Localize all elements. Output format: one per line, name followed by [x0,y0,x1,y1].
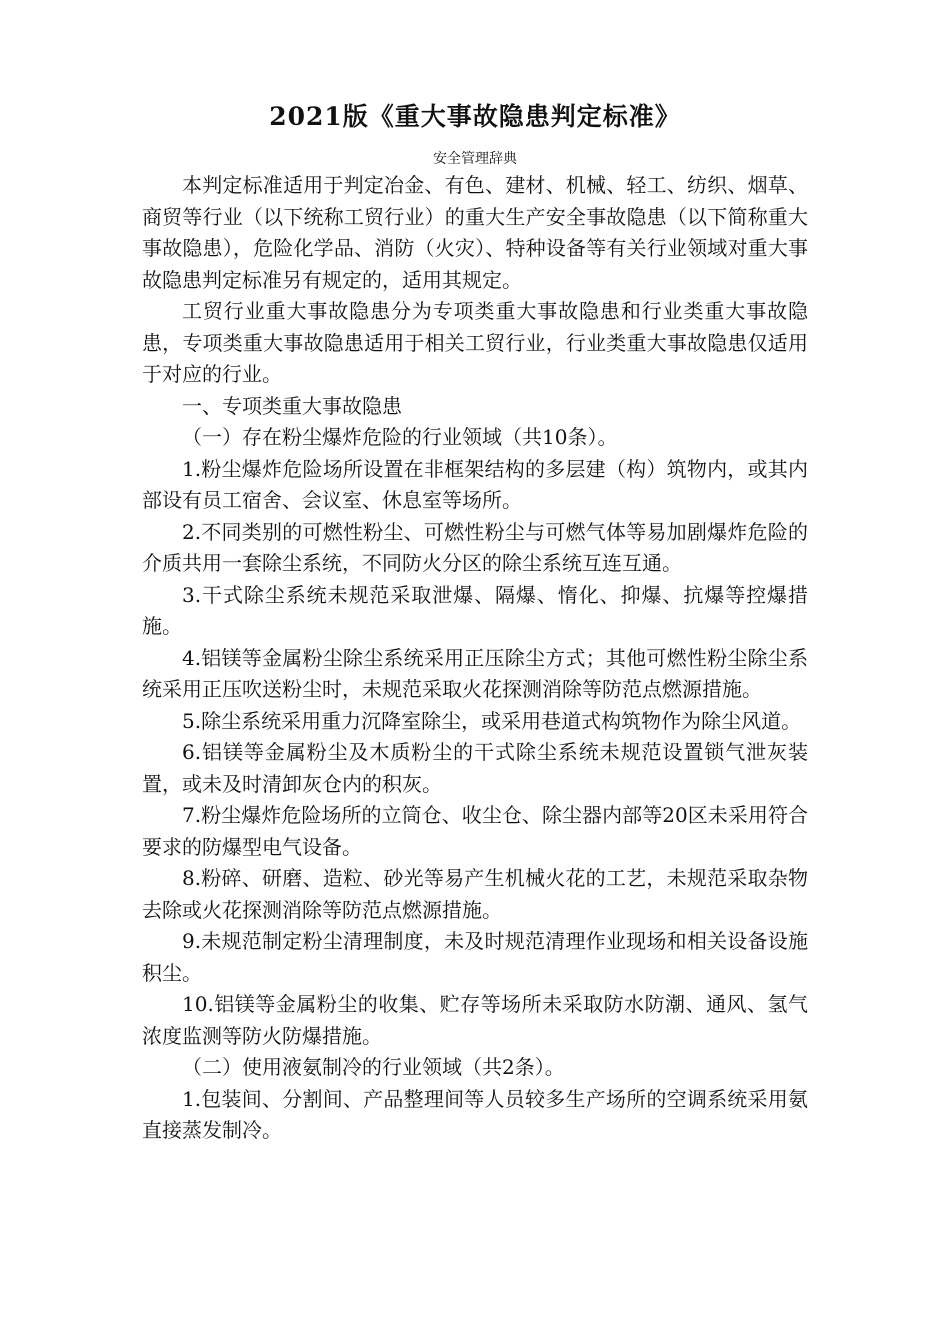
document-subtitle: 安全管理辞典 [433,151,517,167]
list-item: 6.铝镁等金属粉尘及木质粉尘的干式除尘系统未规范设置锁气泄灰装置，或未及时清卸灰仓内的积灰。 [142,740,808,796]
section-heading-special: 一、专项类重大事故隐患 [182,393,402,418]
list-item: 2.不同类别的可燃性粉尘、可燃性粉尘与可燃气体等易加剧爆炸危险的介质共用一套除尘系统，不同防火分区的除尘系统互连互通。 [142,519,808,575]
document-body [142,170,808,1147]
list-item: 1.粉尘爆炸危险场所设置在非框架结构的多层建（构）筑物内，或其内部设有员工宿舍、会议室、休息室等场所。 [142,456,808,512]
subsection-heading-ammonia: （二）使用液氨制冷的行业领域（共2条）。 [182,1055,565,1079]
subsection-heading-dust: （一）存在粉尘爆炸危险的行业领域（共10条）。 [182,425,618,449]
list-item: 5.除尘系统采用重力沉降室除尘，或采用巷道式构筑物作为除尘风道。 [182,708,802,733]
list-item: 8.粉碎、研磨、造粒、砂光等易产生机械火花的工艺，未规范采取杂物去除或火花探测消除等防范点燃源措施。 [142,866,808,922]
list-item: 3.干式除尘系统未规范采取泄爆、隔爆、惰化、抑爆、抗爆等控爆措施。 [142,582,808,638]
list-item: 10.铝镁等金属粉尘的收集、贮存等场所未采取防水防潮、通风、氢气浓度监测等防火防爆措施。 [142,992,808,1048]
list-item: 9.未规范制定粉尘清理制度，未及时规范清理作业现场和相关设备设施积尘。 [142,929,808,985]
list-item: 4.铝镁等金属粉尘除尘系统采用正压除尘方式；其他可燃性粉尘除尘系统采用正压吹送粉尘时，未规范采取火花探测消除等防范点燃源措施。 [142,645,808,701]
list-item: 7.粉尘爆炸危险场所的立筒仓、收尘仓、除尘器内部等20区未采用符合要求的防爆型电气设备。 [142,803,808,859]
paragraph-scope: 本判定标准适用于判定冶金、有色、建材、机械、轻工、纺织、烟草、商贸等行业（以下统称工贸行业）的重大生产安全事故隐患（以下简称重大事故隐患），危险化学品、消防（火灾）、特种设备等有关行业领域对重大事故隐患判定标准另有规定的，适用其规定。 [142,173,808,292]
list-item: 1.包装间、分割间、产品整理间等人员较多生产场所的空调系统采用氨直接蒸发制冷。 [142,1086,808,1142]
document-title: 2021版《重大事故隐患判定标准》 [269,102,681,131]
paragraph-classification: 工贸行业重大事故隐患分为专项类重大事故隐患和行业类重大事故隐患，专项类重大事故隐患适用于相关工贸行业，行业类重大事故隐患仅适用于对应的行业。 [142,299,808,386]
